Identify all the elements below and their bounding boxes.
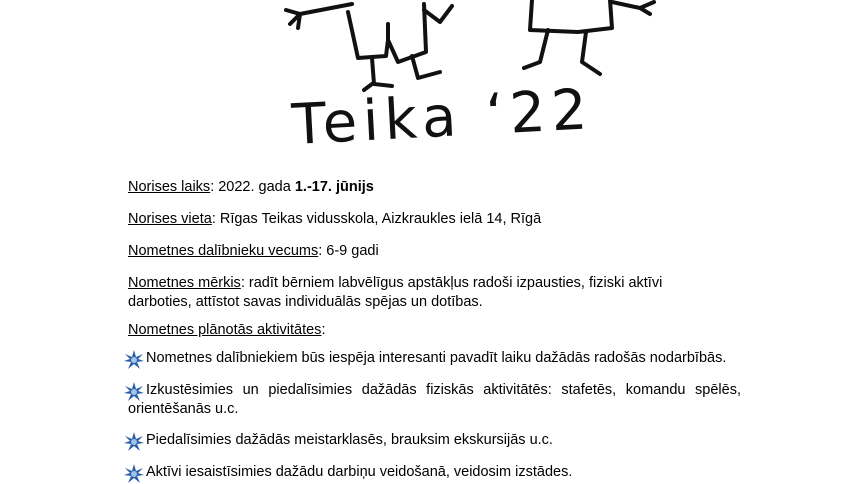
activity-text: Nometnes dalībniekiem būs iespēja interesanti pavadīt laiku dažādās radošās nodarbībās. bbox=[146, 350, 727, 366]
activity-text: Aktīvi iesaistīsimies dažādu darbiņu veidošanā, veidosim izstādes. bbox=[146, 464, 573, 480]
activity-text-continued: orientēšanās u.c. bbox=[128, 401, 239, 417]
list-item bbox=[128, 463, 741, 482]
time-value: 1.-17. jūnijs bbox=[294, 179, 374, 195]
place-label: Norises vieta bbox=[128, 211, 212, 227]
star-burst-icon bbox=[124, 350, 144, 370]
time-prefix: : 2022. gada bbox=[210, 179, 295, 195]
activities-label: Nometnes plānotās aktivitātes bbox=[128, 322, 322, 338]
goal-value: : radīt bērniem labvēlīgus apstākļus radoši izpausties, fiziski aktīvi darboties, attīstot savas individuālās spējas un dotības. bbox=[128, 275, 663, 310]
star-burst-icon bbox=[124, 464, 144, 484]
activity-text: Piedalīsimies dažādās meistarklasēs, brauksim ekskursijās u.c. bbox=[146, 432, 553, 448]
time-line bbox=[128, 178, 374, 197]
place-line bbox=[128, 210, 541, 229]
star-burst-icon bbox=[124, 432, 144, 452]
activity-text: Izkustēsimies un piedalīsimies dažādās fiziskās aktivitātēs: stafetēs, komandu spēlēs, bbox=[146, 382, 741, 398]
age-label: Nometnes dalībnieku vecums bbox=[128, 243, 319, 259]
goal-label: Nometnes mērkis bbox=[128, 275, 241, 291]
list-item bbox=[128, 431, 741, 450]
page-title: Teika ‘22 bbox=[290, 77, 595, 158]
age-line bbox=[128, 242, 379, 261]
activities-heading bbox=[128, 321, 325, 340]
star-burst-icon bbox=[124, 382, 144, 402]
goal-line bbox=[128, 274, 723, 312]
place-value: : Rīgas Teikas vidusskola, Aizkraukles ielā 14, Rīgā bbox=[211, 211, 542, 227]
age-value: : 6-9 gadi bbox=[318, 243, 379, 259]
list-item bbox=[128, 349, 741, 368]
activities-colon: : bbox=[321, 322, 326, 338]
time-label: Norises laiks bbox=[128, 179, 211, 195]
list-item bbox=[128, 381, 741, 419]
